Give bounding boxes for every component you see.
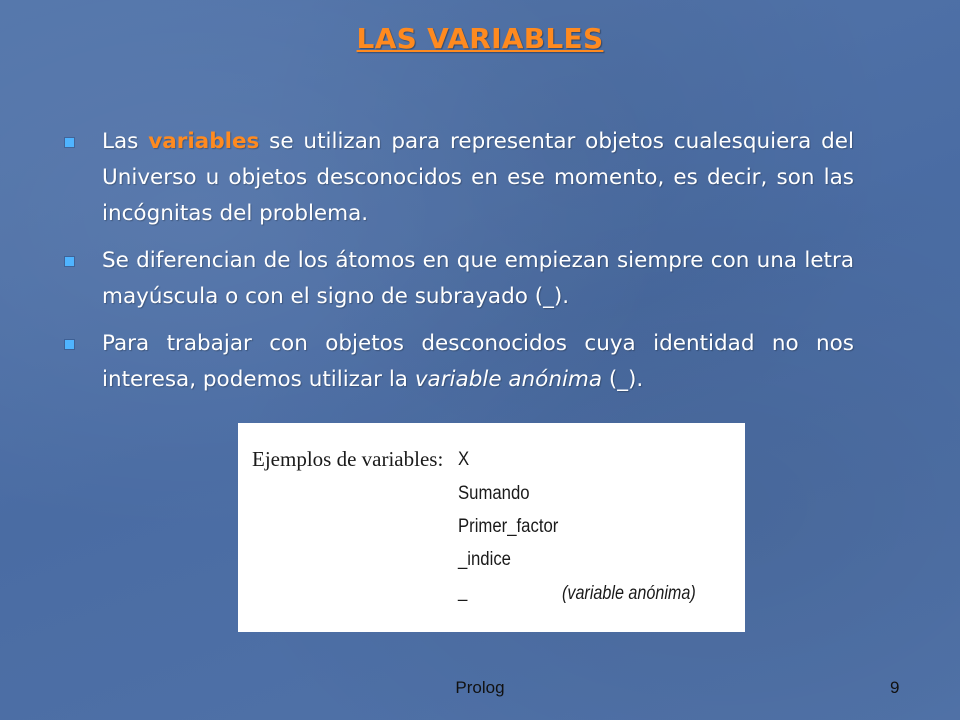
variables-example-image [238,423,745,632]
page-number: 9 [890,678,900,697]
bullet-text: Se diferencian de los átomos en que empiezan siempre con una letra mayúscula o con el signo de subrayado (_). [102,248,854,309]
bullet-list [62,124,854,409]
bullet-item-anonymous-variable [62,326,854,398]
bullet-text: Las variables se utilizan para representar objetos cualesquiera del Universo u objetos desconocidos en ese momento, es decir, son las incógnitas del problema. [102,129,854,226]
example-item: _indice [458,549,511,570]
example-note: (variable anónima) [562,583,696,604]
slide-title: LAS VARIABLES [356,22,604,55]
square-bullet-icon [65,340,74,349]
example-heading: Ejemplos de variables: [252,447,444,471]
square-bullet-icon [65,257,74,266]
example-item: X [458,449,470,470]
bullet-item-difference-atoms [62,243,854,315]
example-item: Sumando [458,483,530,504]
example-item: _ [458,581,468,602]
bullet-item-variables-definition [62,124,854,232]
footer-label: Prolog [455,678,505,697]
italic-term: variable anónima [414,367,603,392]
bullet-text: Para trabajar con objetos desconocidos cuya identidad no nos interesa, podemos utilizar la variable anónima (_). [102,331,854,392]
example-item: Primer_factor [458,516,559,537]
square-bullet-icon [65,138,74,147]
highlighted-term: variables [148,129,260,154]
